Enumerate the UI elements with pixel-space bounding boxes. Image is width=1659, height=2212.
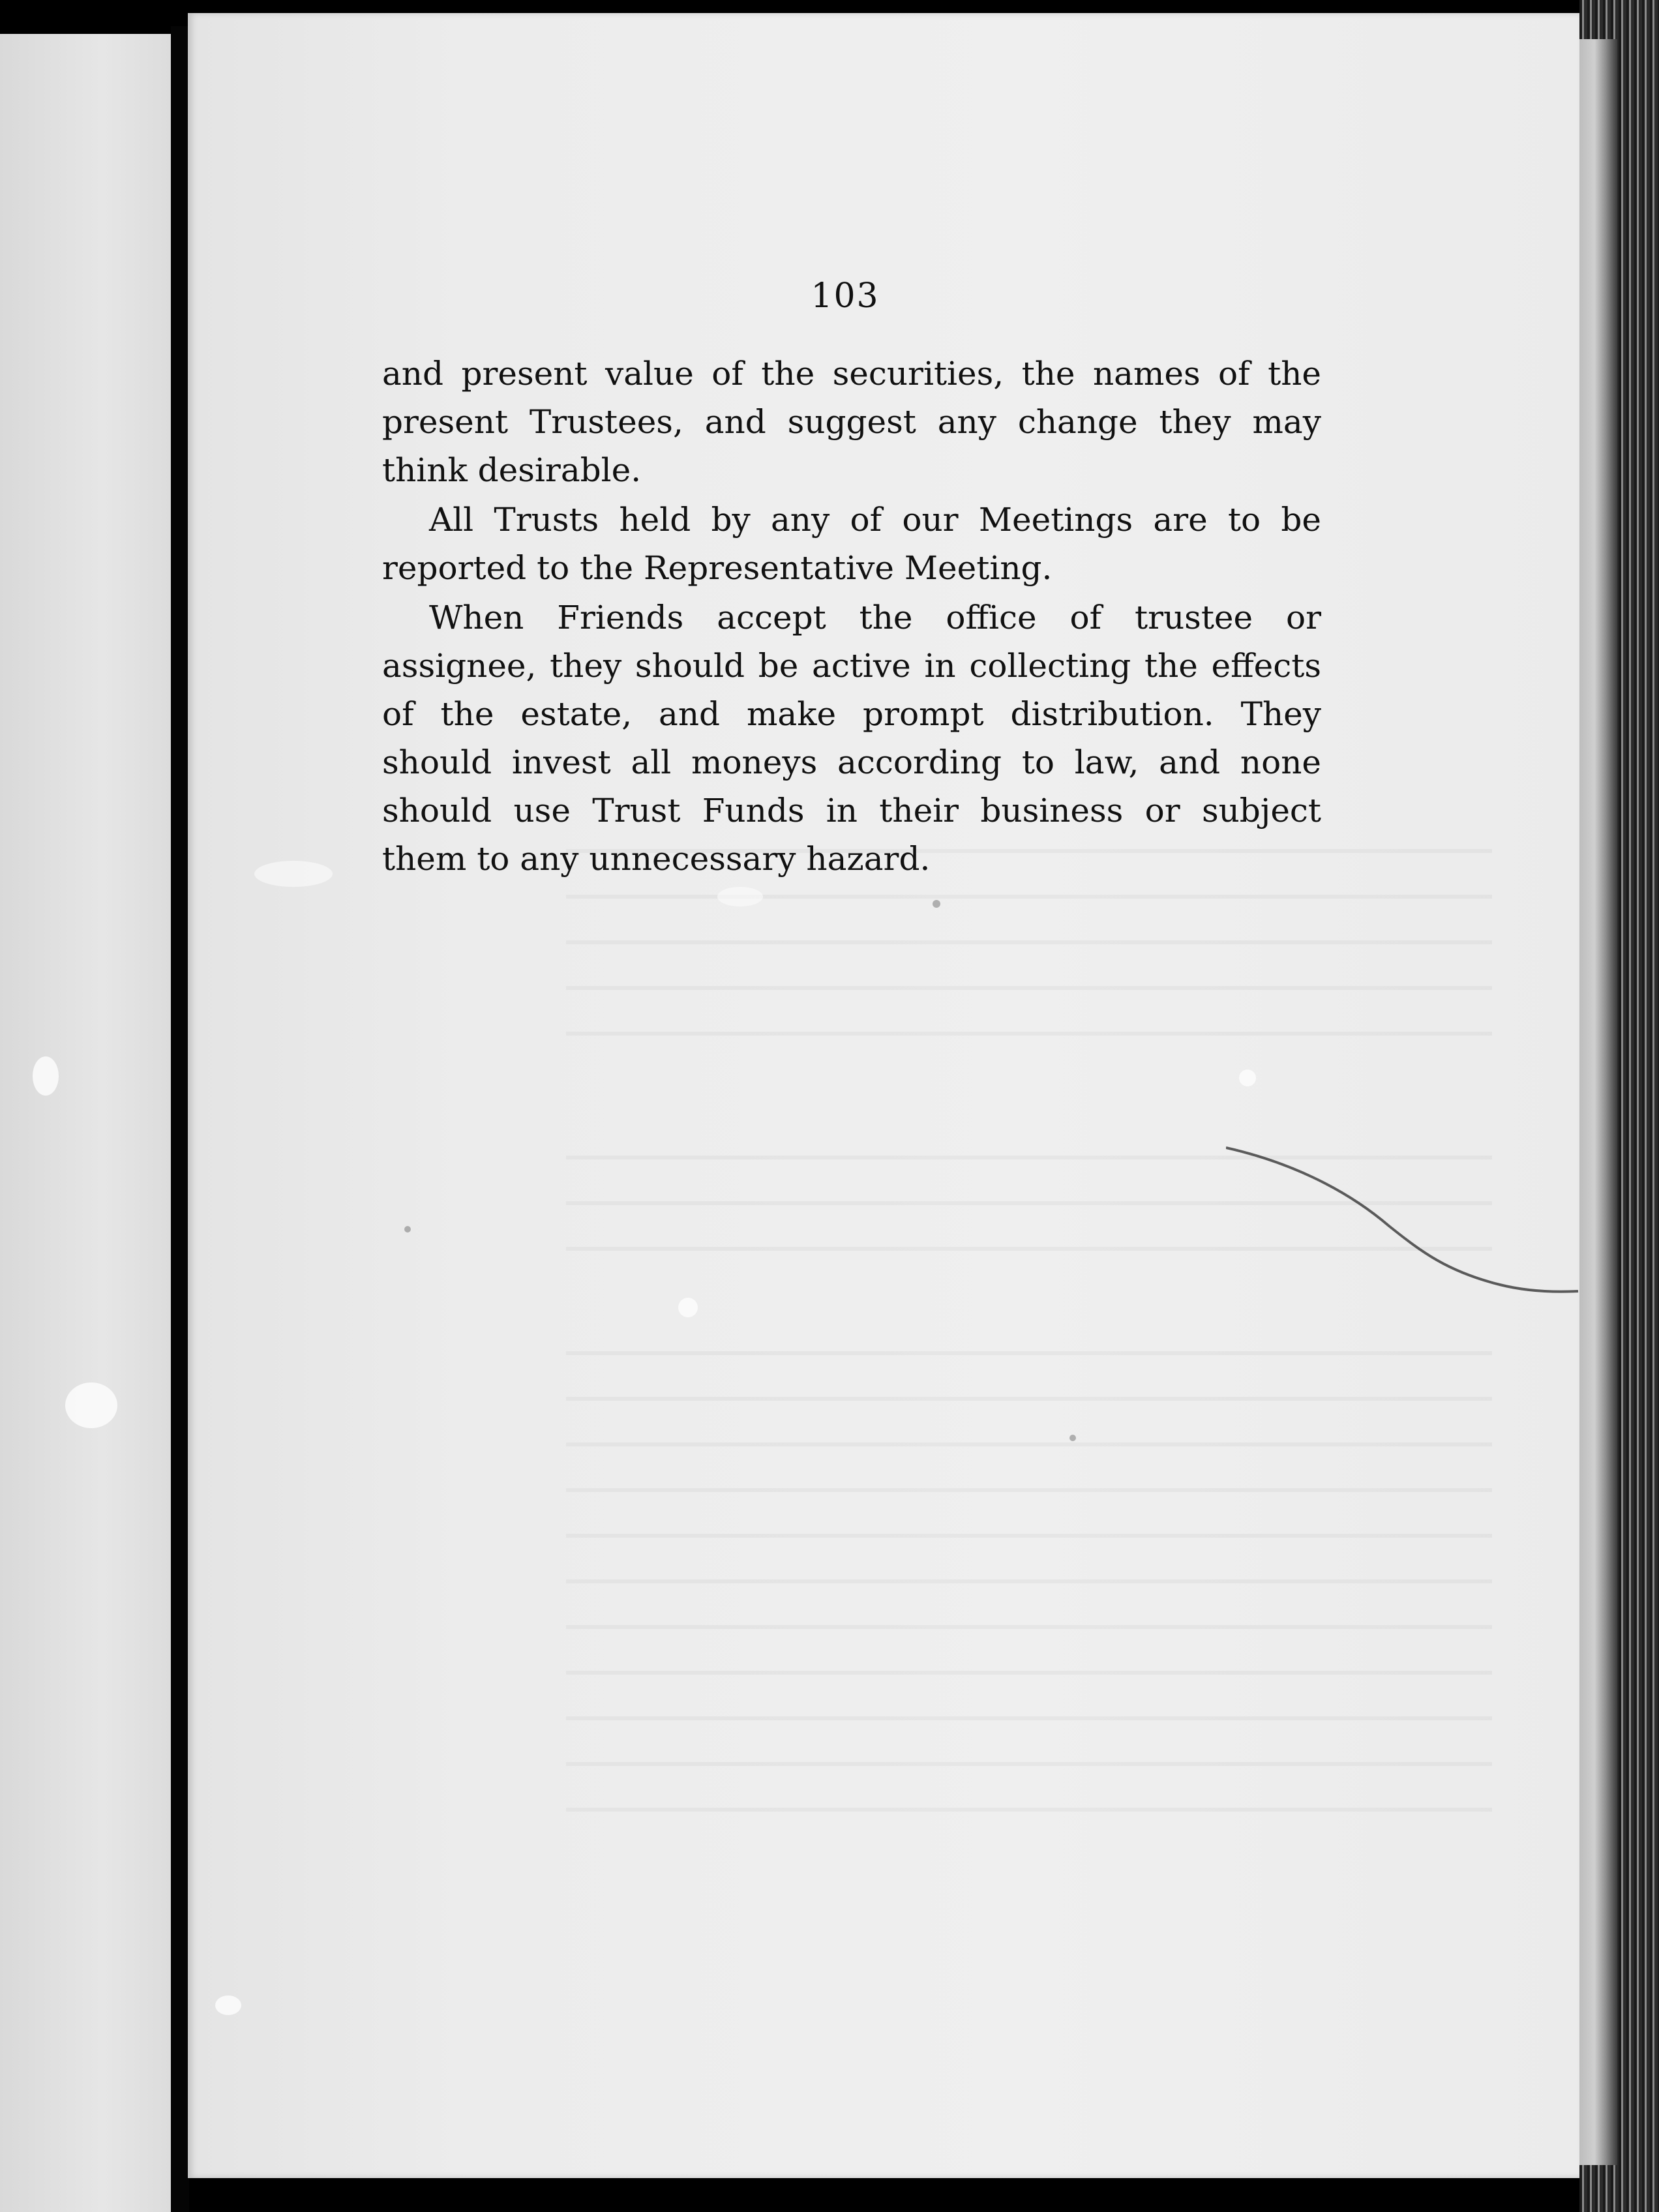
scan-speck <box>717 887 763 906</box>
scan-speck <box>933 900 940 908</box>
scan-speck <box>678 1298 698 1317</box>
bleed-through-line <box>566 1032 1492 1036</box>
page-number: 103 <box>811 276 880 316</box>
bleed-through-line <box>566 986 1492 990</box>
bleed-through-line <box>566 940 1492 944</box>
bleed-through-line <box>566 1716 1492 1720</box>
body-text <box>382 350 1321 883</box>
bleed-through-line <box>566 1808 1492 1812</box>
scan-speck <box>1069 1435 1076 1441</box>
bleed-through-line <box>566 1762 1492 1766</box>
scan-speck <box>254 861 333 887</box>
bleed-through-line <box>566 895 1492 899</box>
bleed-through-line <box>566 1442 1492 1446</box>
paragraph-2: All Trusts held by any of our Meetings are to be reported to the Representative Meeting. <box>382 501 1321 587</box>
scan-speck <box>404 1226 411 1233</box>
right-page <box>188 13 1579 2178</box>
scan-speck <box>33 1056 59 1096</box>
scan-speck <box>1239 1069 1256 1086</box>
bleed-through-line <box>566 1579 1492 1583</box>
book-gutter <box>171 26 189 2212</box>
paper-crease <box>1226 1135 1591 1304</box>
bleed-through-line <box>566 1488 1492 1492</box>
bleed-through-line <box>566 1671 1492 1675</box>
paragraph-3: When Friends accept the office of trustee or assignee, they should be active in collecting the effects of the estate, and make prompt distribution. They should invest all moneys according to law, and none should use Trust Funds in their business or subject them to any unnecessary hazard. <box>382 599 1321 878</box>
book-page-edges-inner <box>1579 39 1617 2165</box>
paragraph-1: and present value of the securities, the names of the present Trustees, and suggest any change they may think desirable. <box>382 355 1321 489</box>
bleed-through-line <box>566 1625 1492 1629</box>
bleed-through-line <box>566 1397 1492 1401</box>
bleed-through-line <box>566 1351 1492 1355</box>
left-page-edge <box>0 34 171 2212</box>
scan-speck <box>215 1995 241 2015</box>
scan-speck <box>65 1382 117 1428</box>
bleed-through-line <box>566 1534 1492 1538</box>
